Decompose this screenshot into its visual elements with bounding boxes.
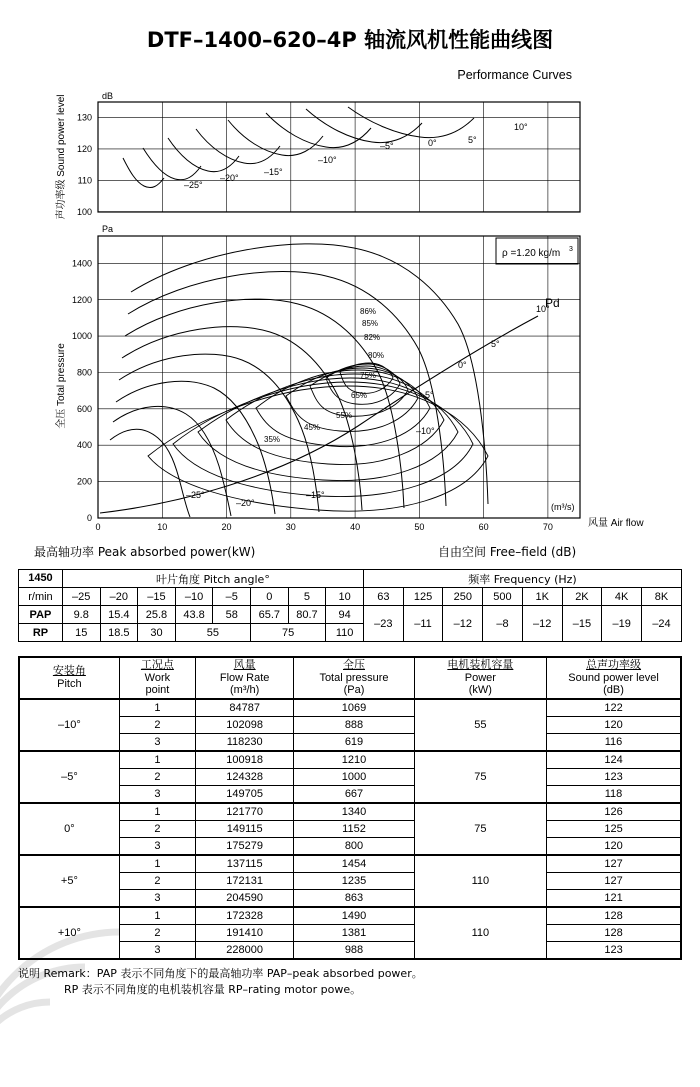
pd-curve: [100, 316, 538, 513]
pressure-cell: 1381: [294, 925, 414, 942]
workpoint-cell: 1: [119, 855, 195, 873]
pressure-label-0: 0°: [458, 360, 467, 370]
spl-curve-m5: [228, 120, 323, 156]
mid-label-row: [18, 543, 682, 563]
spl-cell: 120: [547, 838, 681, 856]
rp-value-m25: 15: [62, 624, 100, 642]
pap-value-p10: 94: [326, 606, 364, 624]
pap-freq-header: 频率 Frequency (Hz): [363, 570, 681, 588]
workpoint-cell: 2: [119, 873, 195, 890]
spl-label-m20: –20°: [220, 173, 239, 183]
spl-panel: [54, 91, 580, 220]
pressure-cell: 1490: [294, 907, 414, 925]
pressure-cell: 1235: [294, 873, 414, 890]
spl-curve-m15: [168, 138, 239, 172]
spl-label-m5: –5°: [380, 141, 394, 151]
col-header-pressure: [294, 657, 414, 699]
col-header-workpoint-cn: 工况点: [140, 658, 174, 672]
datasheet-page: [0, 24, 700, 1057]
density-note-text: ρ =1.20 kg/m: [502, 248, 561, 259]
flow-cell: 172131: [196, 873, 294, 890]
col-header-spl-en: Sound power level: [568, 671, 659, 684]
col-header-pitch: [19, 657, 119, 699]
pressure-ytick-1200: 1200: [71, 295, 92, 305]
table-row: [19, 588, 682, 606]
spl-cell: 127: [547, 855, 681, 873]
pitch-col-p5: 5: [288, 588, 326, 606]
col-header-flow-en: Flow Rate: [219, 671, 270, 684]
power-cell-1: 55: [414, 699, 546, 751]
spl-label-p5: 5°: [468, 135, 477, 145]
table-row: [19, 751, 681, 769]
spl-cell: 121: [547, 890, 681, 908]
pap-value-m25: 9.8: [62, 606, 100, 624]
peak-absorbed-power-label: 最高轴功率 Peak absorbed power(kW): [34, 545, 256, 559]
flow-cell: 137115: [196, 855, 294, 873]
pressure-cell: 988: [294, 942, 414, 960]
freq-col-125: 125: [403, 588, 443, 606]
pitch-col-m15: –15: [138, 588, 176, 606]
spl-cell: 118: [547, 786, 681, 804]
spl-curve-p5: [306, 109, 422, 143]
spl-ytick-110: 110: [77, 175, 92, 186]
x-tick-60: 60: [478, 522, 489, 532]
pitch-col-m10: –10: [175, 588, 213, 606]
freq-col-500: 500: [483, 588, 523, 606]
flow-cell: 118230: [196, 734, 294, 752]
pressure-curve-p10: [131, 244, 488, 504]
table-row: [19, 699, 681, 717]
col-header-pitch-en: Pitch: [57, 678, 82, 690]
remark-line-1: 说明 Remark：PAP 表示不同角度下的最高轴功率 PAP–peak absorbed power。: [18, 967, 423, 980]
flow-cell: 149115: [196, 821, 294, 838]
workpoint-cell: 1: [119, 699, 195, 717]
workpoint-cell: 1: [119, 907, 195, 925]
col-header-power-cn: 电机装机容量: [447, 658, 514, 672]
pressure-ytick-400: 400: [76, 440, 92, 450]
pressure-cell: 1210: [294, 751, 414, 769]
spl-cell: 125: [547, 821, 681, 838]
pressure-ytick-1000: 1000: [71, 331, 92, 341]
power-cell-3: 75: [414, 803, 546, 855]
pressure-cell: 863: [294, 890, 414, 908]
rp-value-p10: 110: [326, 624, 364, 642]
power-cell-4: 110: [414, 855, 546, 907]
col-header-pressure-en2: (Pa): [343, 684, 365, 697]
chart-svg: [18, 86, 682, 541]
pap-speed-value: 1450: [28, 572, 53, 584]
spl-label-0: 0°: [428, 138, 437, 148]
workpoint-cell: 2: [119, 821, 195, 838]
x-tick-40: 40: [350, 522, 361, 532]
freq-col-4k: 4K: [602, 588, 642, 606]
spl-label-m15: –15°: [264, 167, 283, 177]
col-header-power-en: Power: [464, 671, 496, 684]
pap-value-m15: 25.8: [138, 606, 176, 624]
rp-value-m10: 55: [175, 624, 250, 642]
freq-col-8k: 8K: [642, 588, 682, 606]
power-cell-2: 75: [414, 751, 546, 803]
pitch-col-m5: –5: [213, 588, 251, 606]
pressure-unit-label: Pa: [102, 224, 114, 234]
spl-cell: 127: [547, 873, 681, 890]
pressure-panel: [54, 224, 644, 532]
performance-curves-chart: [18, 86, 682, 541]
pressure-cell: 1454: [294, 855, 414, 873]
pitch-col-m20: –20: [100, 588, 138, 606]
workpoint-cell: 3: [119, 890, 195, 908]
freq-value-250: –12: [443, 606, 483, 642]
col-header-spl: [547, 657, 681, 699]
col-header-pressure-en: Total pressure: [319, 671, 389, 684]
flow-cell: 172328: [196, 907, 294, 925]
rp-value-m20: 18.5: [100, 624, 138, 642]
col-header-spl-en2: (dB): [603, 684, 624, 697]
freq-value-500: –8: [483, 606, 523, 642]
free-field-label: 自由空间 Free–field (dB): [438, 545, 577, 559]
x-tick-0: 0: [95, 522, 101, 532]
page-title: DTF–1400–620–4P 轴流风机性能曲线图: [146, 28, 554, 52]
col-header-workpoint-en2: point: [145, 684, 170, 697]
spl-axis-caption: 声功率级 Sound power level: [56, 94, 67, 220]
eff-label-65: 65%: [351, 391, 368, 400]
x-axis-unit: (m³/s): [551, 502, 575, 512]
pap-value-0: 65.7: [251, 606, 289, 624]
workpoint-cell: 3: [119, 734, 195, 752]
pressure-label-p10: 10°: [536, 304, 550, 314]
eff-label-55: 55%: [336, 411, 353, 420]
working-points-table: [18, 656, 682, 960]
power-cell-5: 110: [414, 907, 546, 959]
eff-label-82: 82%: [364, 333, 381, 342]
pap-value-m5: 58: [213, 606, 251, 624]
pitch-col-0: 0: [251, 588, 289, 606]
pitch-cell-3: 0°: [19, 803, 119, 855]
pressure-cell: 667: [294, 786, 414, 804]
spl-label-p10: 10°: [514, 122, 528, 132]
pressure-curve-p5: [128, 272, 446, 506]
spl-cell: 128: [547, 907, 681, 925]
pressure-cell: 800: [294, 838, 414, 856]
col-header-flow-en2: (m³/h): [230, 684, 260, 697]
pressure-axis-caption: 全压 Total pressure: [56, 343, 67, 429]
pressure-label-m5: –5°: [420, 390, 434, 400]
pressure-ytick-0: 0: [86, 513, 92, 523]
freq-value-2k: –15: [562, 606, 602, 642]
spl-cell: 123: [547, 942, 681, 960]
freq-value-4k: –19: [602, 606, 642, 642]
pitch-col-p10: 10: [326, 588, 364, 606]
remark-block: [18, 966, 682, 998]
pressure-cell: 619: [294, 734, 414, 752]
eff-label-35: 35%: [264, 435, 281, 444]
pressure-ytick-1400: 1400: [71, 258, 92, 269]
pressure-label-m20: –20°: [236, 498, 255, 508]
pitch-cell-1: –10°: [19, 699, 119, 751]
pressure-curve-m5: [122, 327, 362, 510]
pap-frequency-table: [18, 569, 682, 642]
pd-label: Pd: [545, 296, 560, 310]
pap-value-m20: 15.4: [100, 606, 138, 624]
x-tick-20: 20: [221, 522, 232, 532]
flow-cell: 228000: [196, 942, 294, 960]
x-tick-50: 50: [414, 522, 425, 532]
flow-cell: 102098: [196, 717, 294, 734]
col-header-workpoint-en: Work: [144, 671, 171, 684]
workpoint-cell: 1: [119, 803, 195, 821]
workpoint-cell: 3: [119, 942, 195, 960]
remark-line-2: RP 表示不同角度的电机装机容量 RP–rating motor powe。: [64, 982, 362, 996]
flow-cell: 149705: [196, 786, 294, 804]
flow-cell: 175279: [196, 838, 294, 856]
col-header-power: [414, 657, 546, 699]
eff-label-75: 75%: [360, 371, 377, 380]
x-tick-70: 70: [542, 522, 553, 532]
chart-subtitle: Performance Curves: [457, 68, 572, 82]
flow-cell: 121770: [196, 803, 294, 821]
pap-row-label: PAP: [19, 606, 63, 624]
spl-cell: 123: [547, 769, 681, 786]
workpoint-cell: 3: [119, 786, 195, 804]
pap-pitch-header: 叶片角度 Pitch angle°: [62, 570, 363, 588]
pressure-ytick-200: 200: [76, 476, 92, 487]
flow-cell: 204590: [196, 890, 294, 908]
spl-label-m25: –25°: [184, 180, 203, 190]
spl-ytick-120: 120: [76, 144, 92, 154]
col-header-flow: [196, 657, 294, 699]
workpoint-cell: 2: [119, 717, 195, 734]
spl-cell: 122: [547, 699, 681, 717]
eff-label-45: 45%: [304, 423, 321, 432]
spl-ytick-130: 130: [76, 112, 92, 123]
spl-cell: 128: [547, 925, 681, 942]
freq-value-63: –23: [363, 606, 403, 642]
pressure-cell: 1152: [294, 821, 414, 838]
eff-label-85: 85%: [362, 319, 379, 328]
pressure-cell: 1340: [294, 803, 414, 821]
freq-value-125: –11: [403, 606, 443, 642]
col-header-power-en2: (kW): [468, 684, 492, 697]
rp-row-label: RP: [19, 624, 63, 642]
table-header-row: [19, 657, 681, 699]
spl-unit-label: dB: [102, 91, 114, 101]
spl-cell: 124: [547, 751, 681, 769]
pressure-cell: 888: [294, 717, 414, 734]
table-row: [19, 606, 682, 624]
flow-cell: 191410: [196, 925, 294, 942]
x-axis-caption: 风量 Air flow: [588, 518, 644, 529]
spl-cell: 126: [547, 803, 681, 821]
spl-curve-m10: [196, 129, 280, 164]
freq-col-2k: 2K: [562, 588, 602, 606]
pap-value-m10: 43.8: [175, 606, 213, 624]
spl-curve-m25: [123, 158, 164, 188]
table-row: [19, 907, 681, 925]
table-row: [19, 570, 682, 588]
pressure-curve-m25: [110, 429, 190, 517]
pitch-col-m25: –25: [62, 588, 100, 606]
flow-cell: 124328: [196, 769, 294, 786]
pitch-cell-4: +5°: [19, 855, 119, 907]
eff-label-86: 86%: [360, 307, 377, 316]
pressure-cell: 1000: [294, 769, 414, 786]
pressure-cell: 1069: [294, 699, 414, 717]
col-header-pitch-cn: 安装角: [52, 664, 86, 678]
rp-value-m15: 30: [138, 624, 176, 642]
workpoint-cell: 3: [119, 838, 195, 856]
pitch-cell-5: +10°: [19, 907, 119, 959]
pitch-cell-2: –5°: [19, 751, 119, 803]
freq-col-63: 63: [363, 588, 403, 606]
pressure-label-m25: –25°: [186, 490, 205, 500]
eff-label-80: 80%: [368, 351, 385, 360]
workpoint-cell: 2: [119, 925, 195, 942]
col-header-workpoint: [119, 657, 195, 699]
density-note: [496, 238, 578, 264]
x-tick-10: 10: [157, 522, 168, 532]
flow-cell: 100918: [196, 751, 294, 769]
col-header-pressure-cn: 全压: [342, 658, 365, 672]
flow-cell: 84787: [196, 699, 294, 717]
col-header-spl-cn: 总声功率级: [586, 658, 642, 672]
pressure-ytick-800: 800: [76, 367, 92, 378]
table-row: [19, 803, 681, 821]
freq-col-250: 250: [443, 588, 483, 606]
rp-value-0: 75: [251, 624, 326, 642]
table-row: [19, 855, 681, 873]
pressure-ytick-600: 600: [76, 404, 92, 414]
spl-cell: 120: [547, 717, 681, 734]
freq-col-1k: 1K: [522, 588, 562, 606]
pap-speed-cell: [19, 570, 63, 588]
pap-value-p5: 80.7: [288, 606, 326, 624]
pressure-label-m10: –10°: [416, 426, 435, 436]
spl-ytick-100: 100: [76, 207, 92, 217]
workpoint-cell: 2: [119, 769, 195, 786]
freq-value-8k: –24: [642, 606, 682, 642]
density-note-exp: 3: [569, 246, 573, 253]
pressure-curve-m20: [113, 406, 231, 516]
pressure-label-p5: 5°: [491, 339, 500, 349]
pap-speed-unit: r/min: [19, 588, 63, 606]
x-tick-30: 30: [285, 522, 296, 532]
freq-value-1k: –12: [522, 606, 562, 642]
spl-cell: 116: [547, 734, 681, 752]
workpoint-cell: 1: [119, 751, 195, 769]
pressure-label-m15: –15°: [306, 490, 325, 500]
col-header-flow-cn: 风量: [233, 658, 256, 672]
spl-label-m10: –10°: [318, 155, 337, 165]
